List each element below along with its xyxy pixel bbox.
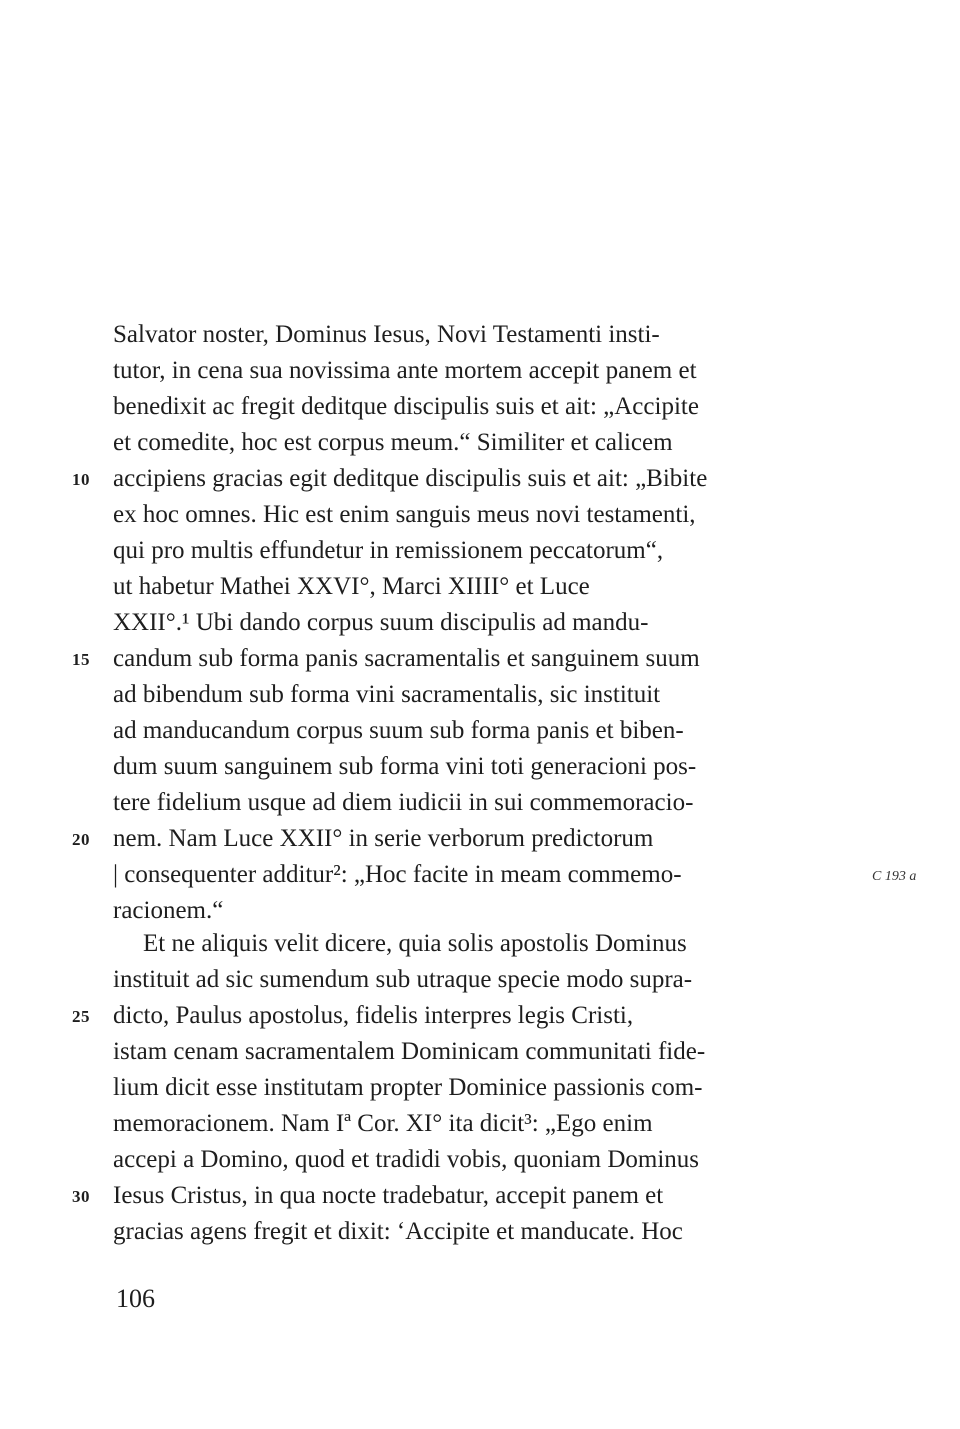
text-line-26: gracias agens fregit et dixit: ‘Accipite et manducate. Hoc: [113, 1218, 683, 1245]
text-line-17: racionem.“: [113, 897, 224, 924]
text-line-24: accepi a Domino, quod et tradidi vobis, quoniam Dominus: [113, 1146, 700, 1173]
text-line-9: XXII°.¹ Ubi dando corpus suum discipulis ad mandu-: [113, 609, 649, 636]
text-line-15: nem. Nam Luce XXII° in serie verborum predictorum: [113, 825, 654, 852]
text-line-13: dum suum sanguinem sub forma vini toti generacioni pos-: [113, 753, 697, 780]
text-line-7: qui pro multis effundetur in remissionem peccatorum“,: [113, 537, 664, 564]
text-line-5: accipiens gracias egit deditque discipulis suis et ait: „Bibite: [113, 465, 708, 492]
text-line-22: lium dicit esse institutam propter Dominice passionis com-: [113, 1074, 703, 1101]
text-line-11: ad bibendum sub forma vini sacramentalis, sic instituit: [113, 681, 661, 708]
text-line-3: benedixit ac fregit deditque discipulis suis et ait: „Accipite: [113, 393, 699, 420]
text-line-2: tutor, in cena sua novissima ante mortem accepit panem et: [113, 357, 697, 384]
text-line-18: Et ne aliquis velit dicere, quia solis apostolis Dominus: [143, 930, 687, 957]
line-number-25: 25: [72, 1007, 90, 1026]
text-line-4: et comedite, hoc est corpus meum.“ Similiter et calicem: [113, 429, 673, 456]
text-line-1: Salvator noster, Dominus Iesus, Novi Testamenti insti-: [113, 321, 660, 348]
text-line-6: ex hoc omnes. Hic est enim sanguis meus novi testamenti,: [113, 501, 696, 528]
margin-folio-reference: C 193 a: [872, 869, 917, 884]
text-line-21: istam cenam sacramentalem Dominicam communitati fide-: [113, 1038, 706, 1065]
text-line-16: | consequenter additur²: „Hoc facite in meam commemo-: [113, 861, 682, 888]
text-line-8: ut habetur Mathei XXVI°, Marci XIIII° et Luce: [113, 573, 590, 600]
page-number: 106: [116, 1284, 155, 1313]
text-line-23: memoracionem. Nam Iª Cor. XI° ita dicit³: „Ego enim: [113, 1110, 653, 1137]
text-line-25: Iesus Cristus, in qua nocte tradebatur, accepit panem et: [113, 1182, 664, 1209]
line-number-30: 30: [72, 1187, 90, 1206]
text-line-14: tere fidelium usque ad diem iudicii in sui commemoracio-: [113, 789, 694, 816]
text-line-10: candum sub forma panis sacramentalis et sanguinem suum: [113, 645, 700, 672]
text-line-20: dicto, Paulus apostolus, fidelis interpres legis Cristi,: [113, 1002, 634, 1029]
line-number-20: 20: [72, 830, 90, 849]
text-line-19: instituit ad sic sumendum sub utraque specie modo supra-: [113, 966, 693, 993]
text-line-12: ad manducandum corpus suum sub forma panis et biben-: [113, 717, 684, 744]
line-number-10: 10: [72, 470, 90, 489]
line-number-15: 15: [72, 650, 90, 669]
